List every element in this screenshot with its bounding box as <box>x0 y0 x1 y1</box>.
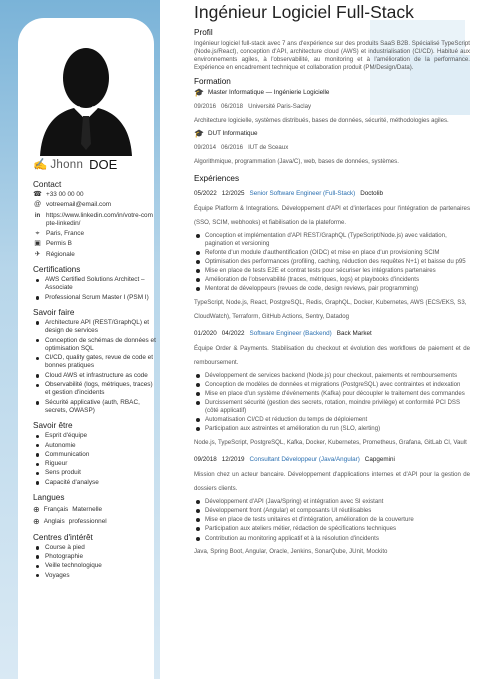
list-item: AWS Certified Solutions Architect – Associate <box>45 276 158 293</box>
list-item: Veille technologique <box>45 562 158 570</box>
graduation-cap-icon: 🎓 <box>194 88 204 97</box>
at-icon: @ <box>33 201 42 209</box>
job-bullets <box>194 372 470 433</box>
interets-heading: Centres d'intérêt <box>33 532 93 542</box>
job-desc: Équipe Platform & Integrations. Développement d'API et d'interfaces pour l'intégration de partenaires (SSO, SCIM, webhooks) et fiabilisation de la plateforme. <box>194 205 470 226</box>
formation-degree: 🎓 DUT Informatique <box>194 129 258 138</box>
certifications-heading: Certifications <box>33 265 81 275</box>
contact-location: ⌖ Paris, France <box>33 230 158 238</box>
formation-dates: 09/2014 06/2016 IUT de Sceaux <box>194 144 289 151</box>
list-item: Développement d'API (Java/Spring) et intégration avec SI existant <box>205 498 470 506</box>
list-item: Amélioration de l'observabilité (traces, métriques, logs) et playbooks d'incidents <box>205 276 470 284</box>
list-item: Refonte d'un module d'authentification (OIDC) et mise en place d'un provisioning SCIM <box>205 249 470 257</box>
savoir-etre-list <box>33 432 158 487</box>
list-item: Rigueur <box>45 460 158 468</box>
interets-list <box>33 544 158 580</box>
contact-phone: ☎ +33 00 00 00 <box>33 191 84 198</box>
language-row: ⊕ Anglais professionnel <box>33 517 107 527</box>
certifications-list <box>33 276 158 302</box>
list-item: Course à pied <box>45 544 158 552</box>
list-item: Conception et implémentation d'API REST/GraphQL (TypeScript/Node.js) avec validation, pagination et versioning <box>205 232 470 248</box>
contact-license: ▣ Permis B <box>34 240 72 248</box>
job-tech: TypeScript, Node.js, React, PostgreSQL, Redis, GraphQL, Docker, Kubernetes, AWS (ECS/EKS, S3, CloudWatch), Terraform, GitHub Actions, Sentry, Datadog <box>194 299 467 321</box>
profile-photo <box>18 20 154 156</box>
phone-icon: ☎ <box>33 191 42 198</box>
job-bullets <box>194 232 470 293</box>
list-item: Développement de services backend (Node.js) pour checkout, paiements et remboursements <box>205 372 470 380</box>
langues-heading: Langues <box>33 493 65 503</box>
globe-icon: ⊕ <box>33 517 40 527</box>
savoir-faire-heading: Savoir faire <box>33 307 75 317</box>
contact-linkedin[interactable]: in https://www.linkedin.com/in/votre-com pte-linkedin/ <box>34 211 153 227</box>
list-item: Développement front (Angular) et composants UI réutilisables <box>205 507 470 515</box>
contact-mobility: ✈ Régionale <box>34 250 75 258</box>
job-header: 01/2020 04/2022 Software Engineer (Backend) Back Market <box>194 330 372 338</box>
linkedin-icon: in <box>34 212 41 219</box>
job-bullets <box>194 498 470 542</box>
list-item: Conception de schémas de données et optimisation SQL <box>45 337 158 354</box>
formation-dates: 09/2016 06/2018 Université Paris-Saclay <box>194 103 312 110</box>
list-item: Durcissement sécurité (gestion des secrets, rotation, moindre privilège) et conformité PCI DSS (côté applicatif) <box>205 399 470 415</box>
sidebar <box>33 158 158 581</box>
list-item: Architecture API (REST/GraphQL) et design de services <box>45 319 158 336</box>
list-item: Communication <box>45 451 158 459</box>
job-desc: Mission chez un acteur bancaire. Développement d'applications internes et d'API pour la gestion de dossiers clients. <box>194 471 470 493</box>
list-item: Participation aux ateliers métier, rédaction de spécifications techniques <box>205 525 470 533</box>
contact-heading: Contact <box>33 180 62 189</box>
list-item: Sécurité applicative (auth, RBAC, secrets, OWASP) <box>45 399 158 416</box>
formation-heading: Formation <box>194 77 231 86</box>
list-item: Autonomie <box>45 442 158 450</box>
location-pin-icon: ⌖ <box>35 230 40 238</box>
profil-text: Ingénieur logiciel full-stack avec 7 ans d'expérience sur des produits SaaS B2B. Spécialisé TypeScript (Node.js/React), conception d'API, architecture cloud (AWS) et industrialisation (CI/CD). Habitué aux environnements agiles, à l'observabilité, au monitoring et à l'amélioration de la performance. Expérience en encadrement technique et collaboration produit (PM/Design/Data). <box>194 40 470 71</box>
formation-desc: Architecture logicielle, systèmes distribués, bases de données, sécurité, méthodologies agiles. <box>194 117 449 124</box>
experiences-heading: Expériences <box>194 174 240 183</box>
list-item: Mise en place d'un système d'événements (Kafka) pour découpler le traitement des commandes <box>205 390 470 398</box>
list-item: Participation aux astreintes et amélioration du run (SLO, alerting) <box>205 425 470 433</box>
savoir-faire-list <box>33 319 158 415</box>
full-name <box>33 158 158 172</box>
language-row: ⊕ Français Maternelle <box>33 505 103 515</box>
list-item: CI/CD, quality gates, revue de code et bonnes pratiques <box>45 354 158 371</box>
contact-email[interactable]: @ votreemail@email.com <box>33 201 112 209</box>
list-item: Sens produit <box>45 469 158 477</box>
list-item: Capacité d'analyse <box>45 479 158 487</box>
first-name: Jhonn <box>50 159 84 171</box>
list-item: Conception de modèles de données et migrations (PostgreSQL) avec contraintes et indexation <box>205 381 470 389</box>
list-item: Photographie <box>45 553 158 561</box>
list-item: Voyages <box>45 572 158 580</box>
list-item: Automatisation CI/CD et réduction du temps de déploiement <box>205 416 470 424</box>
list-item: Mentorat de développeurs (revues de code, design reviews, pair programming) <box>205 285 470 293</box>
graduation-cap-icon: 🎓 <box>194 129 204 138</box>
list-item: Optimisation des performances (profiling, caching, réduction des requêtes N+1) et baisse du p95 <box>205 258 470 266</box>
list-item: Mise en place de tests E2E et contrat tests pour sécuriser les intégrations partenaires <box>205 267 470 275</box>
profil-heading: Profil <box>194 28 213 37</box>
list-item: Observabilité (logs, métriques, traces) et gestion d'incidents <box>45 381 158 398</box>
list-item: Esprit d'équipe <box>45 432 158 440</box>
list-item: Mise en place de tests unitaires et d'intégration, amélioration de la couverture <box>205 516 470 524</box>
formation-degree: 🎓 Master Informatique — Ingénierie Logicielle <box>194 88 330 97</box>
car-icon: ▣ <box>34 240 41 248</box>
main-content <box>194 0 470 559</box>
page-title: Ingénieur Logiciel Full-Stack <box>194 2 414 22</box>
list-item: Cloud AWS et infrastructure as code <box>45 372 158 380</box>
list-item: Contribution au monitoring applicatif et à la résolution d'incidents <box>205 535 470 543</box>
job-desc: Équipe Order & Payments. Stabilisation du checkout et évolution des workflows de paiement et de remboursement. <box>194 345 470 367</box>
job-header: 09/2018 12/2019 Consultant Développeur (Java/Angular) Capgemini <box>194 456 395 464</box>
job-header: 05/2022 12/2025 Senior Software Engineer (Full-Stack) Doctolib <box>194 190 383 197</box>
list-item: Professional Scrum Master I (PSM I) <box>45 294 158 302</box>
last-name: DOE <box>89 157 118 172</box>
savoir-etre-heading: Savoir être <box>33 421 73 431</box>
avatar-silhouette-icon <box>18 20 154 156</box>
formation-desc: Algorithmique, programmation (Java/C), web, bases de données, systèmes. <box>194 158 399 165</box>
job-tech: Java, Spring Boot, Angular, Oracle, Jenkins, SonarQube, JUnit, Mockito <box>194 548 388 556</box>
job-tech: Node.js, TypeScript, PostgreSQL, Kafka, Docker, Kubernetes, Prometheus, Grafana, GitLab CI, Vault <box>194 439 467 447</box>
plane-icon: ✈ <box>34 250 41 258</box>
globe-icon: ⊕ <box>33 505 40 515</box>
pen-icon: ✍ <box>33 159 48 171</box>
